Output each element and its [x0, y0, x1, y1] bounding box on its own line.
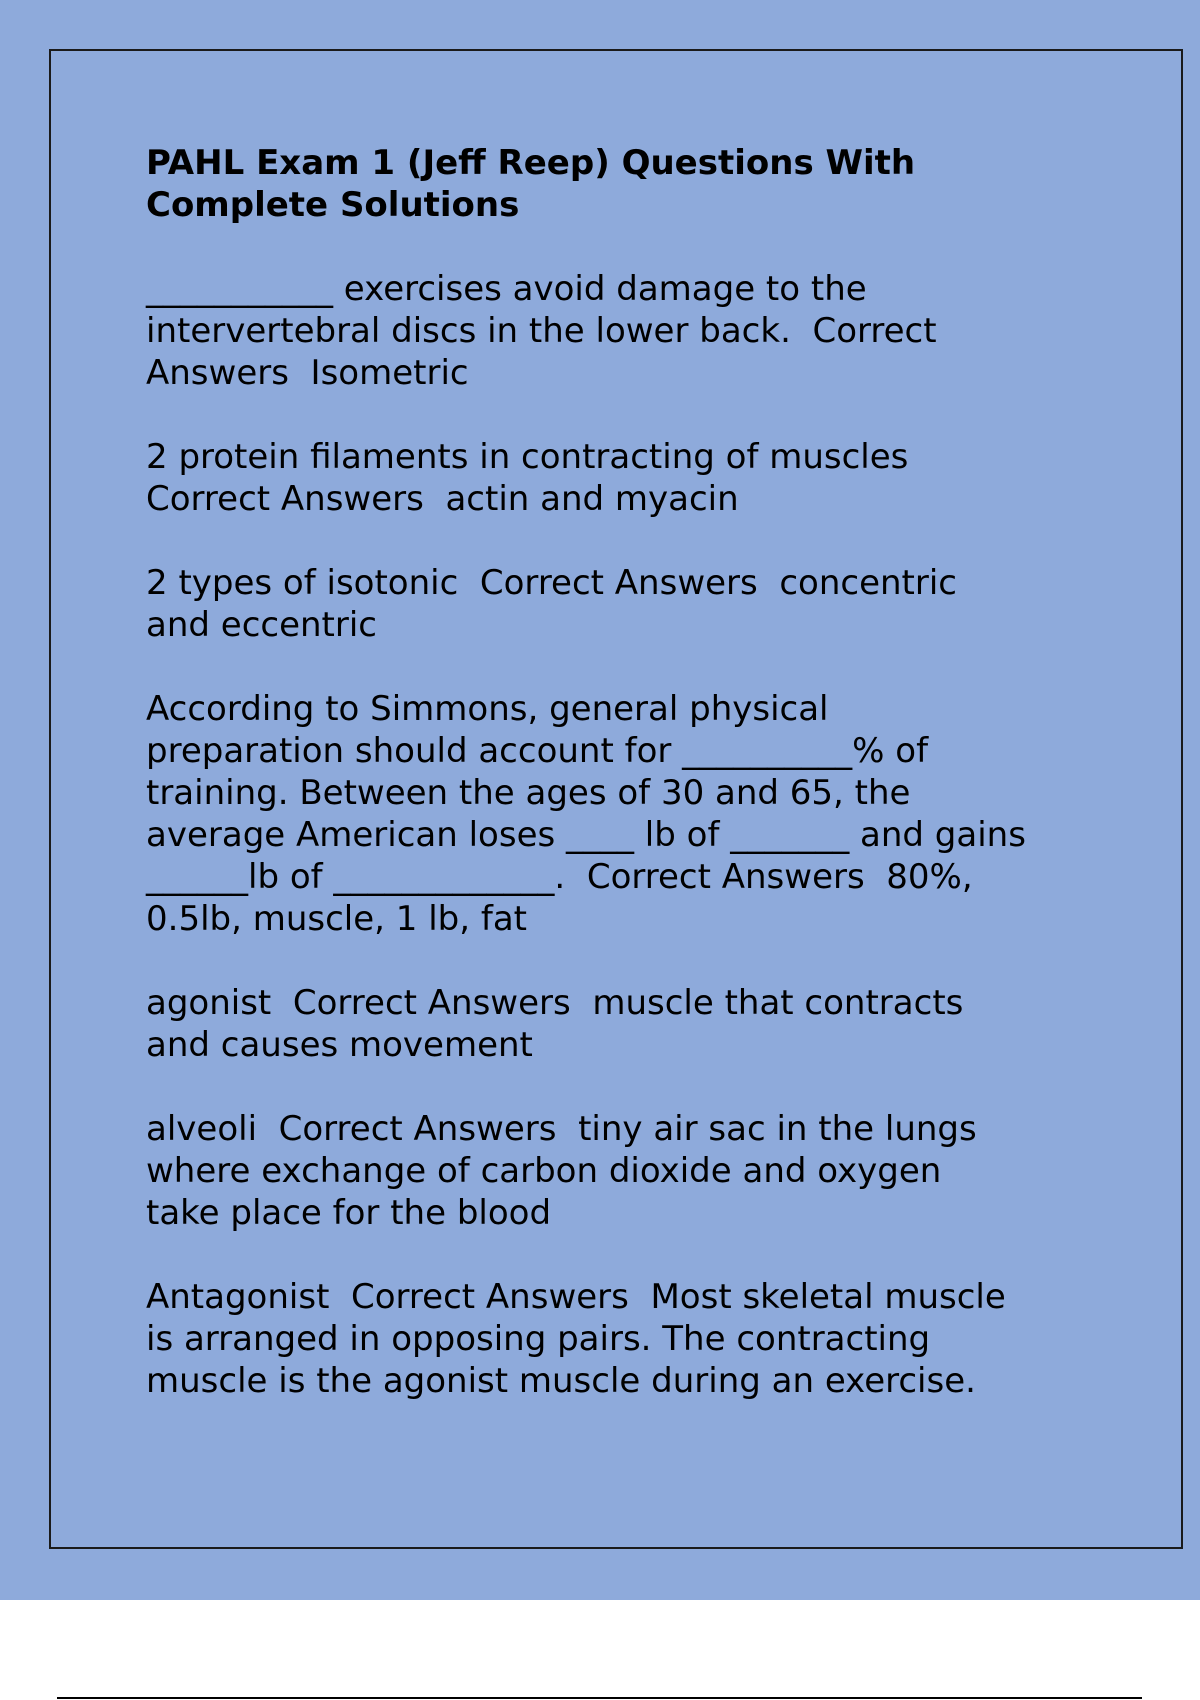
document-title: PAHL Exam 1 (Jeff Reep) Questions With Complete Solutions	[146, 143, 916, 225]
footer-divider	[57, 1697, 1142, 1699]
qa-item-isometric: ___________ exercises avoid damage to the intervertebral discs in the lower back. Correct Answers Isometric	[146, 269, 937, 393]
qa-item-simmons: According to Simmons, general physical preparation should account for __________% of training. Between the ages of 30 and 65, the average American loses ____ lb of _______ and gains ______lb of _____________. Correct Answers 80%, 0.5lb, muscle, 1 lb, fat	[146, 689, 1026, 939]
qa-item-isotonic-types: 2 types of isotonic Correct Answers concentric and eccentric	[146, 563, 958, 645]
document-body	[146, 142, 1106, 1444]
qa-item-antagonist: Antagonist Correct Answers Most skeletal muscle is arranged in opposing pairs. The contracting muscle is the agonist muscle during an exercise.	[146, 1277, 1006, 1401]
qa-item-protein-filaments: 2 protein filaments in contracting of muscles Correct Answers actin and myacin	[146, 437, 909, 519]
qa-item-agonist: agonist Correct Answers muscle that contracts and causes movement	[146, 983, 964, 1065]
qa-item-alveoli: alveoli Correct Answers tiny air sac in the lungs where exchange of carbon dioxide and oxygen take place for the blood	[146, 1109, 977, 1233]
